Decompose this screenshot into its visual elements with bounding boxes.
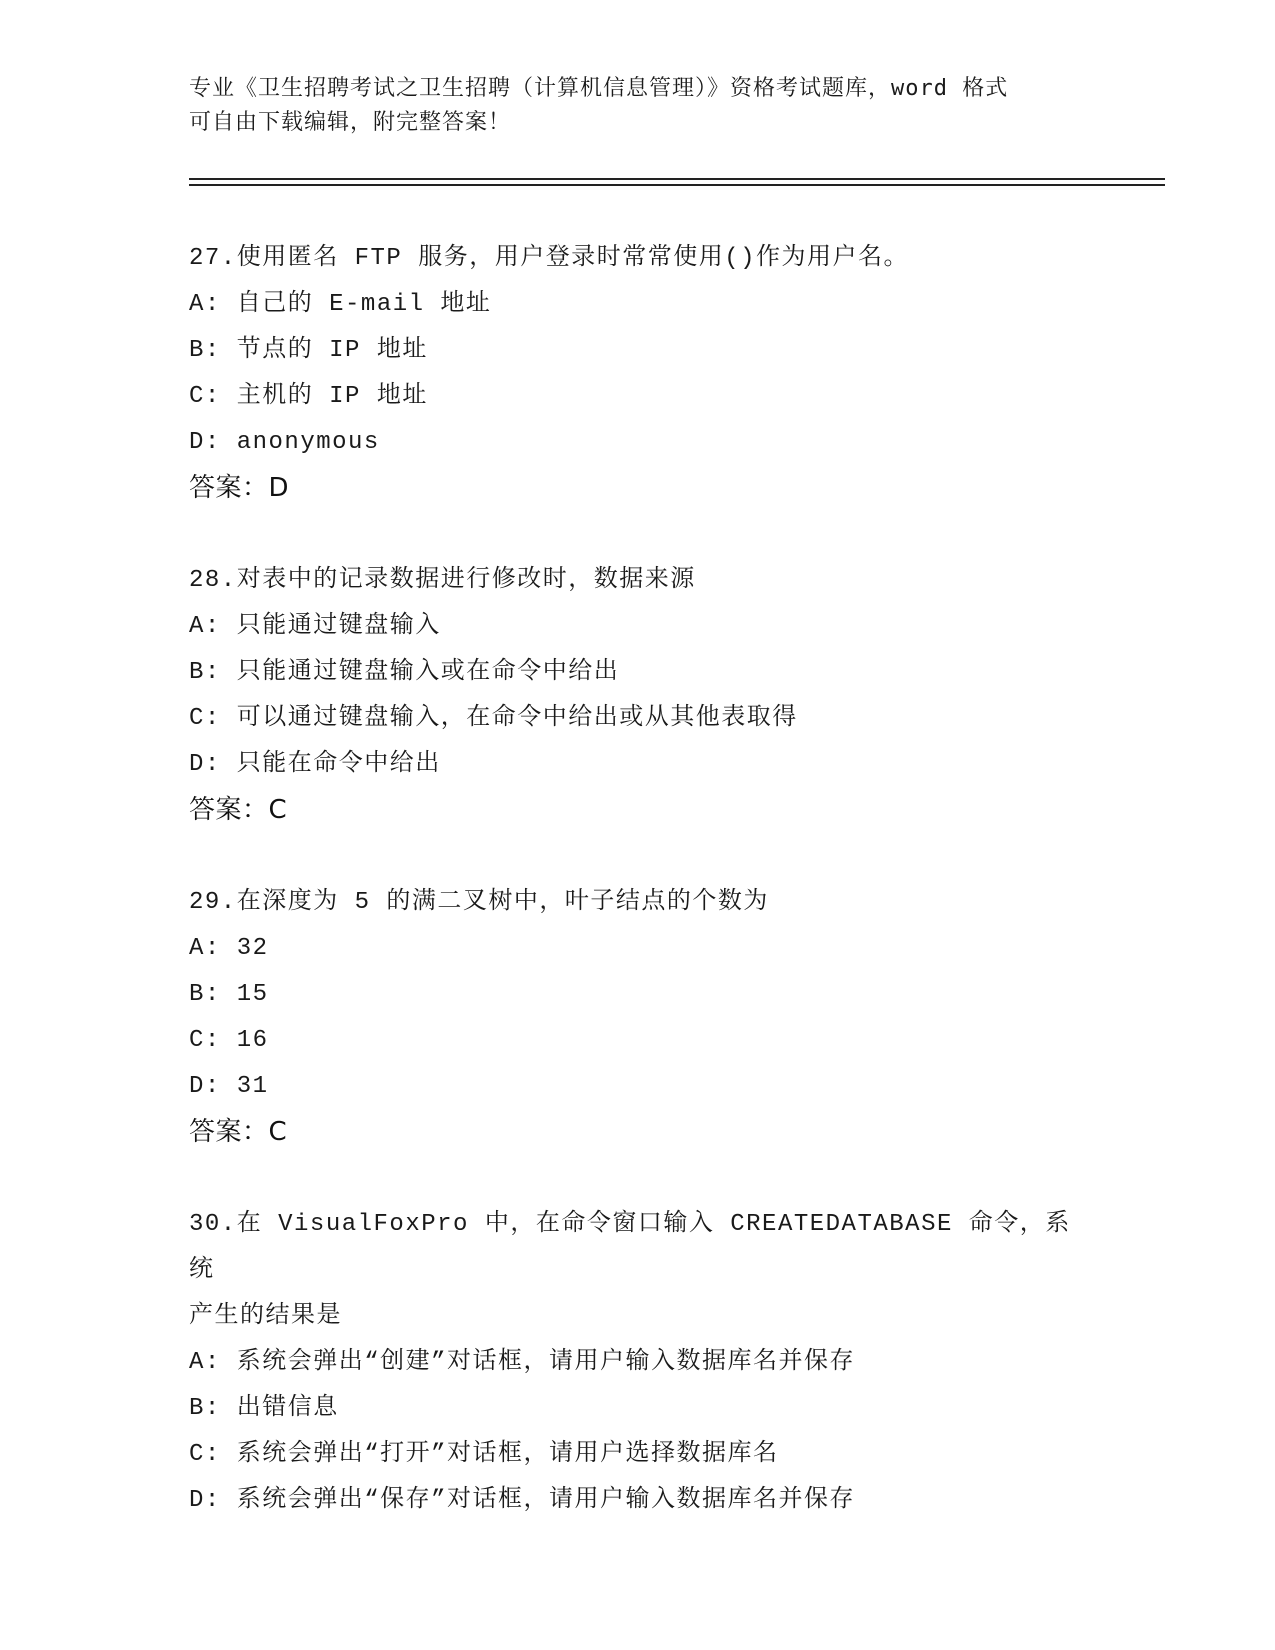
option-d: D: 系统会弹出“保存”对话框，请用户输入数据库名并保存 [189, 1487, 856, 1514]
question-28 [189, 558, 1089, 832]
option-b: B: 只能通过键盘输入或在命令中给出 [189, 659, 620, 686]
question-list [189, 236, 1089, 1572]
question-stem: 30.在 VisualFoxPro 中，在命令窗口输入 CREATEDATABASE 命令，系统 产生的结果是 [189, 1211, 1071, 1330]
option-c: C: 系统会弹出“打开”对话框，请用户选择数据库名 [189, 1441, 779, 1468]
question-stem: 28.对表中的记录数据进行修改时，数据来源 [189, 567, 696, 594]
option-d: D: 31 [189, 1073, 269, 1100]
header-divider-top [189, 178, 1165, 180]
header-line-1: 专业《卫生招聘考试之卫生招聘（计算机信息管理）》资格考试题库，word 格式 [189, 76, 1009, 101]
option-a: A: 32 [189, 935, 269, 962]
option-b: B: 15 [189, 981, 269, 1008]
option-d: D: 只能在命令中给出 [189, 751, 441, 778]
document-header [189, 72, 1089, 140]
option-b: B: 出错信息 [189, 1395, 339, 1422]
question-stem: 29.在深度为 5 的满二叉树中，叶子结点的个数为 [189, 889, 769, 916]
answer-label: 答案：C [189, 1117, 288, 1147]
question-29 [189, 880, 1089, 1154]
option-d: D: anonymous [189, 429, 380, 456]
answer-label: 答案：C [189, 795, 288, 825]
option-c: C: 可以通过键盘输入，在命令中给出或从其他表取得 [189, 705, 798, 732]
option-a: A: 自己的 E-mail 地址 [189, 291, 492, 318]
header-line-2: 可自由下载编辑，附完整答案！ [189, 110, 512, 135]
answer-label: 答案：D [189, 473, 290, 503]
option-c: C: 主机的 IP 地址 [189, 383, 428, 410]
option-a: A: 只能通过键盘输入 [189, 613, 441, 640]
question-30 [189, 1202, 1089, 1524]
question-stem: 27.使用匿名 FTP 服务，用户登录时常常使用()作为用户名。 [189, 245, 910, 272]
option-a: A: 系统会弹出“创建”对话框，请用户输入数据库名并保存 [189, 1349, 856, 1376]
question-27 [189, 236, 1089, 510]
option-c: C: 16 [189, 1027, 269, 1054]
option-b: B: 节点的 IP 地址 [189, 337, 428, 364]
header-divider-bottom [189, 184, 1165, 186]
